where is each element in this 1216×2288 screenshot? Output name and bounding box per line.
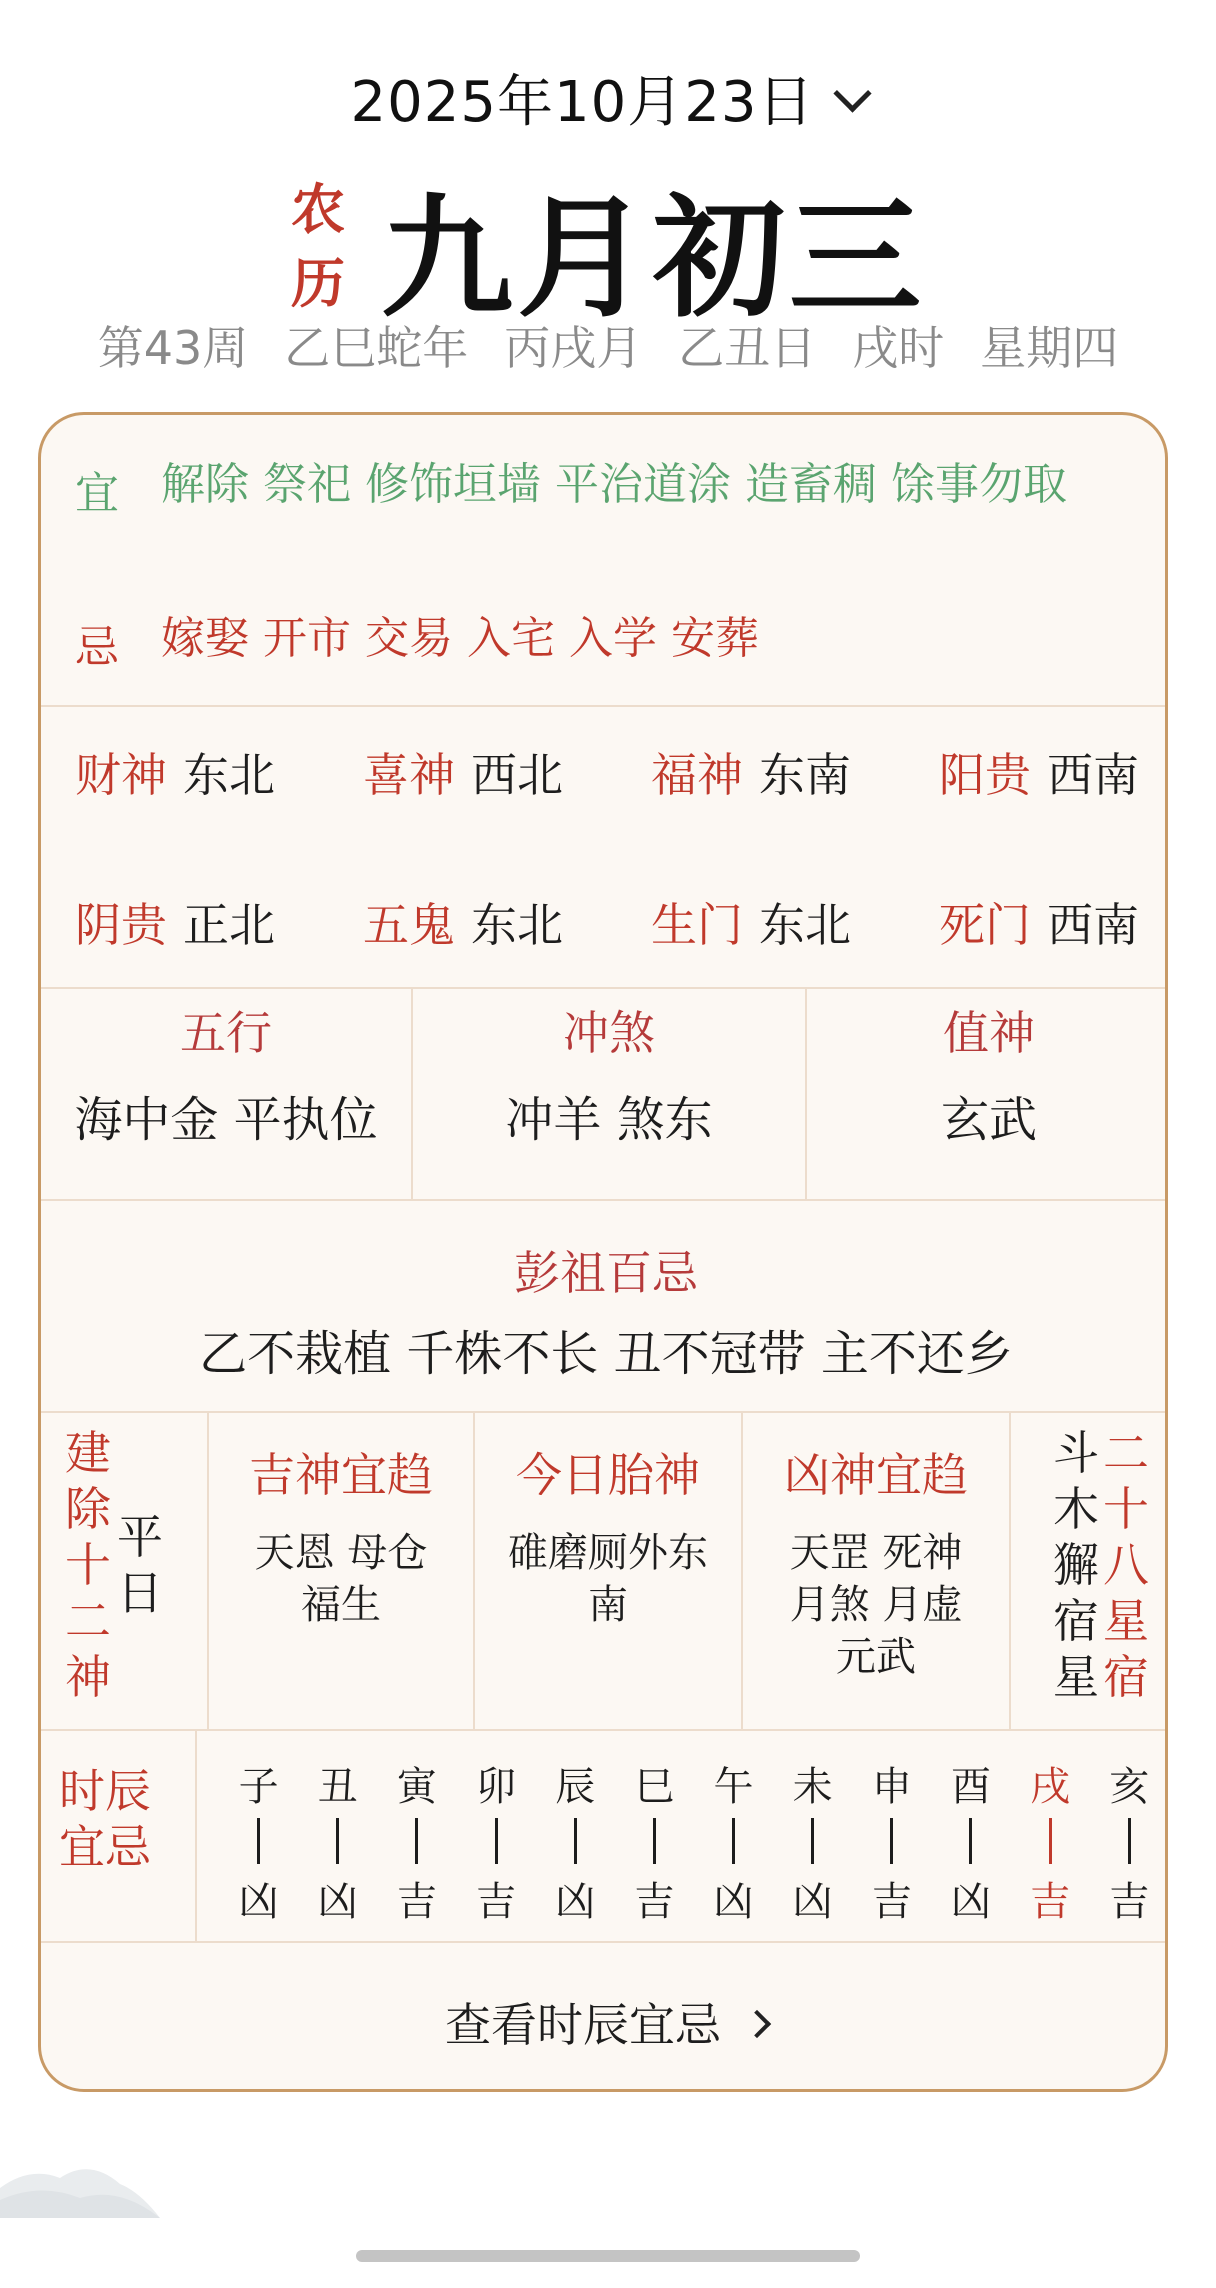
hour-item: 未 凶 [792, 1764, 833, 1925]
year-ganzhi: 乙巳蛇年 [284, 321, 469, 375]
chevron-down-icon[interactable] [833, 74, 871, 112]
zhishen-cell [807, 997, 1168, 1150]
month-ganzhi: 丙戌月 [504, 321, 643, 375]
date-selector[interactable] [0, 58, 1216, 138]
gregorian-date: 2025年10月23日 [350, 70, 815, 135]
yi-label: 宜 [75, 468, 119, 519]
hour-item: 丑 凶 [317, 1764, 358, 1925]
jishen-title: 吉神宜趋 [249, 1448, 433, 1502]
god-direction-item: 福神 东南 [651, 748, 851, 802]
day-ganzhi: 乙丑日 [678, 321, 817, 375]
chongsha-title: 冲煞 [563, 1006, 655, 1060]
date-info-row [0, 312, 1216, 378]
hour-item: 亥 吉 [1109, 1764, 1150, 1925]
almanac-card [38, 412, 1168, 2092]
divider [41, 987, 1165, 989]
xiongshen-value: 天罡 死神 月煞 月虚 元武 [789, 1530, 963, 1680]
hour-item: 卯 吉 [476, 1764, 517, 1925]
view-hours-label: 查看时辰宜忌 [445, 1998, 721, 2052]
jishen-value: 天恩 母仓 福生 [254, 1530, 428, 1628]
hours-list [219, 1755, 1168, 1927]
hour-item-current: 戌 吉 [1030, 1764, 1071, 1925]
taishen-title: 今日胎神 [516, 1448, 700, 1502]
yi-row [75, 457, 1135, 521]
xiuxiu-cell [1053, 1425, 1149, 1705]
hour-ganzhi: 戌时 [852, 321, 945, 375]
ji-item: 开市 [263, 613, 351, 664]
yi-item: 馀事勿取 [891, 459, 1067, 510]
hour-item: 午 凶 [713, 1764, 754, 1925]
wuxing-value: 海中金 平执位 [74, 1092, 378, 1148]
chevron-right-icon [743, 2010, 771, 2038]
ji-item: 嫁娶 [161, 613, 249, 664]
jianchu-cell [65, 1425, 163, 1705]
zhishen-value: 玄武 [940, 1092, 1037, 1148]
jianchu-title: 建 除 十 二 神 [65, 1426, 111, 1704]
jishen-cell [209, 1439, 473, 1631]
xiongshen-cell [743, 1439, 1009, 1683]
chongsha-cell [413, 997, 805, 1150]
god-direction-item: 喜神 西北 [363, 748, 563, 802]
yi-item: 解除 [161, 459, 249, 510]
mountain-decoration [0, 2148, 160, 2218]
wuxing-title: 五行 [180, 1006, 272, 1060]
god-direction-item: 五鬼 东北 [363, 898, 563, 952]
chongsha-value: 冲羊 煞东 [505, 1092, 713, 1148]
divider [41, 1411, 1165, 1413]
yi-item: 祭祀 [263, 459, 351, 510]
wuxing-cell [41, 997, 411, 1150]
lunar-label: 农 历 [291, 178, 345, 315]
hour-item: 寅 吉 [396, 1764, 437, 1925]
hour-item: 巳 吉 [634, 1764, 675, 1925]
pengzu-value: 乙不栽植 千株不长 丑不冠带 主不还乡 [199, 1326, 1013, 1382]
taishen-cell [475, 1439, 741, 1631]
zhishen-title: 值神 [943, 1006, 1035, 1060]
ji-item: 安葬 [671, 613, 759, 664]
god-direction-item: 阴贵 正北 [75, 898, 275, 952]
xiongshen-title: 凶神宜趋 [784, 1448, 968, 1502]
xiuxiu-value: 斗 木 獬 宿 星 [1053, 1426, 1099, 1704]
yi-item: 造畜稠 [745, 459, 877, 510]
weekday: 星期四 [980, 321, 1119, 375]
divider [41, 1199, 1165, 1201]
ji-item: 入学 [569, 613, 657, 664]
hour-item: 申 吉 [871, 1764, 912, 1925]
god-direction-item: 阳贵 西南 [939, 748, 1139, 802]
god-direction-item: 财神 东北 [75, 748, 275, 802]
ji-row [75, 611, 1135, 675]
divider [41, 1729, 1165, 1731]
xiuxiu-title: 二 十 八 星 宿 [1103, 1426, 1149, 1704]
god-direction-item: 生门 东北 [651, 898, 851, 952]
divider [41, 1941, 1165, 1943]
pengzu-title: 彭祖百忌 [514, 1246, 698, 1300]
yi-items [161, 457, 1135, 521]
jianchu-value: 平 日 [117, 1510, 163, 1620]
god-direction-item: 死门 西南 [939, 898, 1139, 952]
view-hours-button[interactable] [41, 1989, 1168, 2055]
taishen-value: 碓磨厕外东 南 [508, 1530, 708, 1628]
yi-item: 修饰垣墙 [365, 459, 541, 510]
ji-item: 交易 [365, 613, 453, 664]
gods-directions [75, 739, 1155, 955]
hours-title: 时辰 宜忌 [59, 1764, 151, 1874]
hour-item: 辰 凶 [555, 1764, 596, 1925]
week-number: 第43周 [97, 321, 249, 375]
lunar-date: 九月初三 [381, 182, 925, 336]
divider [195, 1729, 197, 1941]
divider [1009, 1411, 1011, 1729]
divider [41, 705, 1165, 707]
hour-item: 酉 凶 [950, 1764, 991, 1925]
ji-label: 忌 [75, 622, 119, 673]
home-indicator[interactable] [356, 2250, 860, 2262]
hour-item: 子 凶 [238, 1764, 279, 1925]
yi-item: 平治道涂 [555, 459, 731, 510]
ji-item: 入宅 [467, 613, 555, 664]
ji-items [161, 611, 1135, 675]
